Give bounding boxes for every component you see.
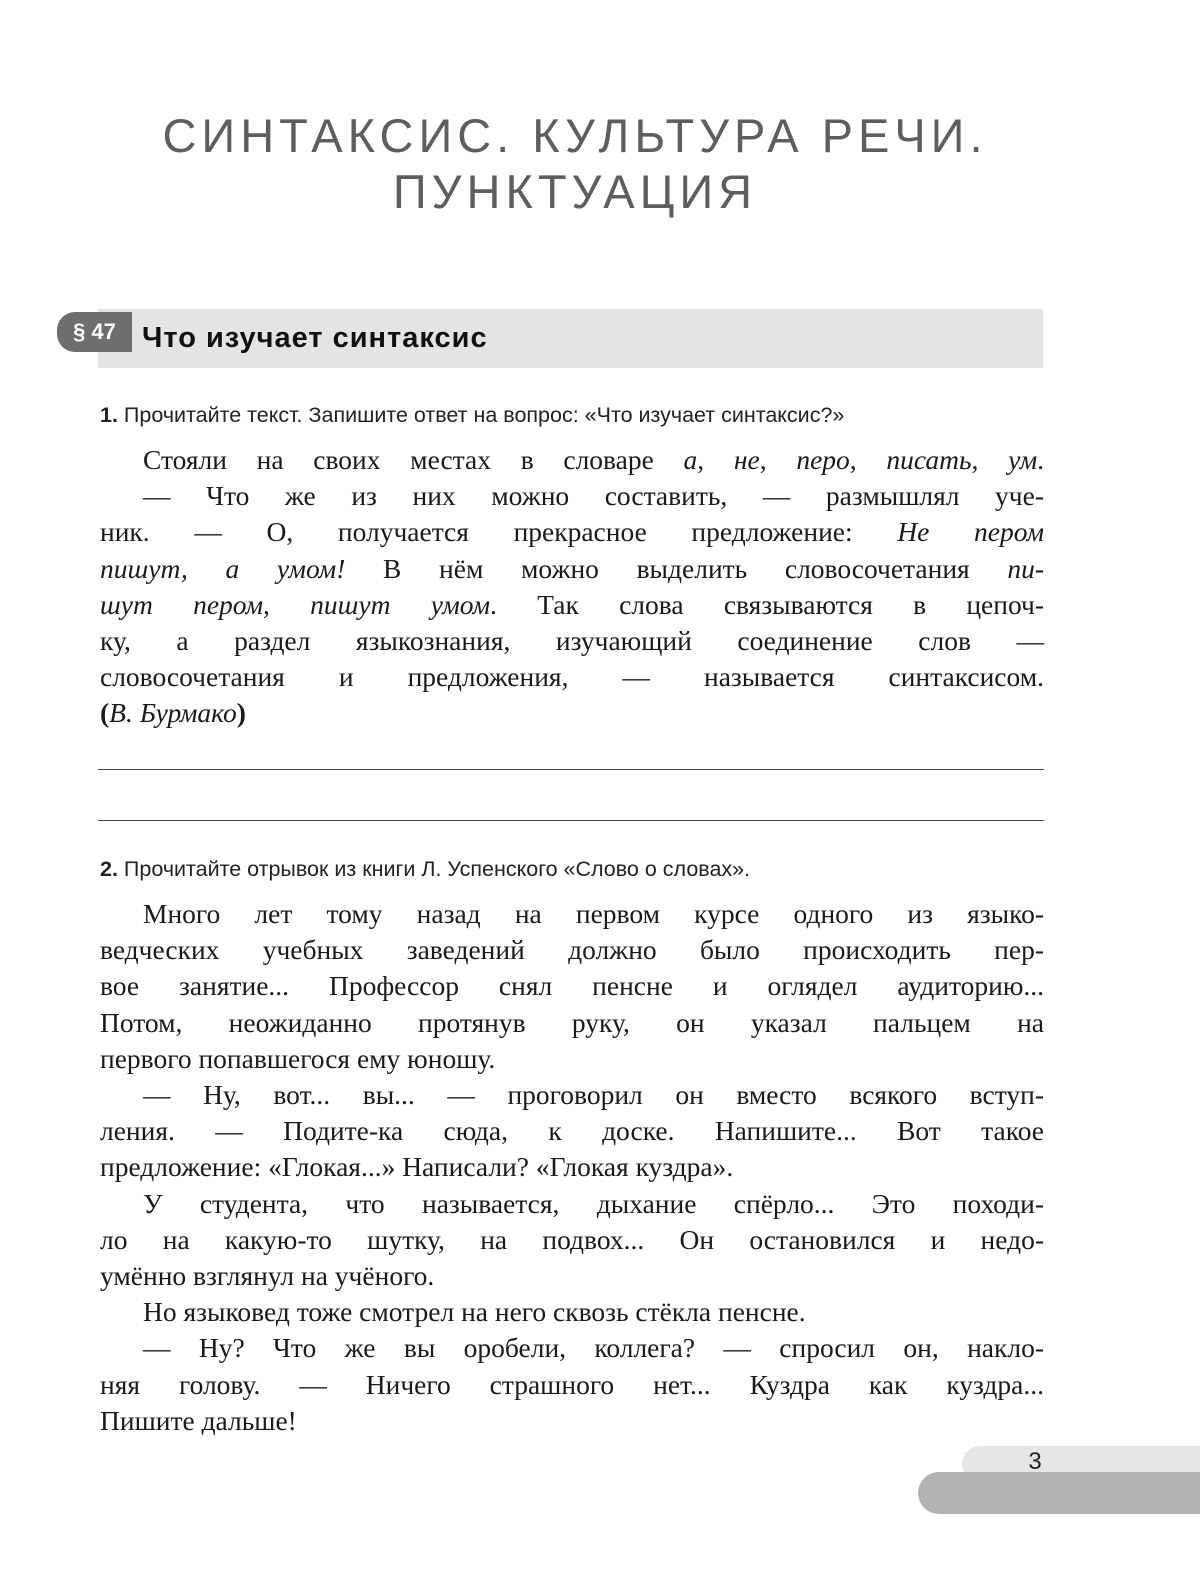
section-number-badge: § 47 (57, 312, 132, 352)
text-line: первого попавшегося ему юношу. (100, 1042, 496, 1074)
text-line: предложение: «Глокая...» Написали? «Глокая куздра». (100, 1151, 734, 1183)
text-line: — Ну? Что же вы оробели, коллега? — спросил он, накло- (143, 1332, 1044, 1364)
task-1-instruction-text: Прочитайте текст. Запишите ответ на вопрос: «Что изучает синтаксис?» (123, 403, 845, 427)
task-1-instruction (100, 400, 844, 430)
task-2-instruction (100, 854, 750, 884)
text-line: Но языковед тоже смотрел на него сквозь стёкла пенсне. (143, 1296, 806, 1328)
text-line: ления. — Подите-ка сюда, к доске. Напишите... Вот такое (100, 1115, 1044, 1147)
text-line: — Ну, вот... вы... — проговорил он вместо всякого вступ- (143, 1079, 1044, 1111)
section-title: Что изучает синтаксис (142, 322, 488, 354)
task-2-text (100, 896, 1044, 1439)
task-1-number: 1. (100, 403, 118, 427)
text-line: вое занятие... Профессор снял пенсне и оглядел аудиторию... (100, 970, 1044, 1002)
text-line: словосочетания и предложения, — называется синтаксисом. (100, 661, 1044, 693)
text-line: ник. — О, получается прекрасное предложение: Не пером (100, 516, 1044, 548)
page-number-strip (918, 1472, 1200, 1514)
text-line: — Что же из них можно составить, — размышлял уче- (143, 480, 1044, 512)
text-line: няя голову. — Ничего страшного нет... Куздра как куздра... (100, 1368, 1044, 1400)
chapter-title-line-1: СИНТАКСИС. КУЛЬТУРА РЕЧИ. (162, 109, 988, 162)
text-line: Пишите дальше! (100, 1404, 297, 1436)
text-line: У студента, что называется, дыхание спёрло... Это походи- (143, 1187, 1044, 1219)
answer-line-2[interactable] (98, 820, 1044, 821)
chapter-title (0, 108, 1150, 220)
task-2-number: 2. (100, 857, 118, 881)
page-number: 3 (1028, 1448, 1042, 1475)
text-line: Много лет тому назад на первом курсе одного из языко- (143, 898, 1044, 929)
text-line: шут пером, пишут умом. Так слова связываются в цепоч- (100, 588, 1044, 620)
answer-line-1[interactable] (98, 769, 1044, 770)
text-line: пишут, а умом! В нём можно выделить словосочетания пи- (100, 552, 1045, 584)
text-line: ведческих учебных заведений должно было происходить пер- (100, 934, 1044, 966)
text-source: (В. Бурмако) (100, 697, 246, 729)
text-line: Потом, неожиданно протянув руку, он указал пальцем на (100, 1006, 1044, 1038)
text-line: умённо взглянул на учёного. (100, 1260, 435, 1292)
task-2-instruction-text: Прочитайте отрывок из книги Л. Успенского «Слово о словах». (123, 857, 751, 881)
task-1-text (100, 442, 1044, 732)
chapter-title-line-2: ПУНКТУАЦИЯ (392, 165, 758, 218)
text-line: ло на какую-то шутку, на подвох... Он остановился и недо- (100, 1223, 1044, 1255)
text-line: ку, а раздел языкознания, изучающий соединение слов — (100, 625, 1044, 657)
text-line: Стояли на своих местах в словаре а, не, перо, писать, ум. (143, 444, 1045, 475)
